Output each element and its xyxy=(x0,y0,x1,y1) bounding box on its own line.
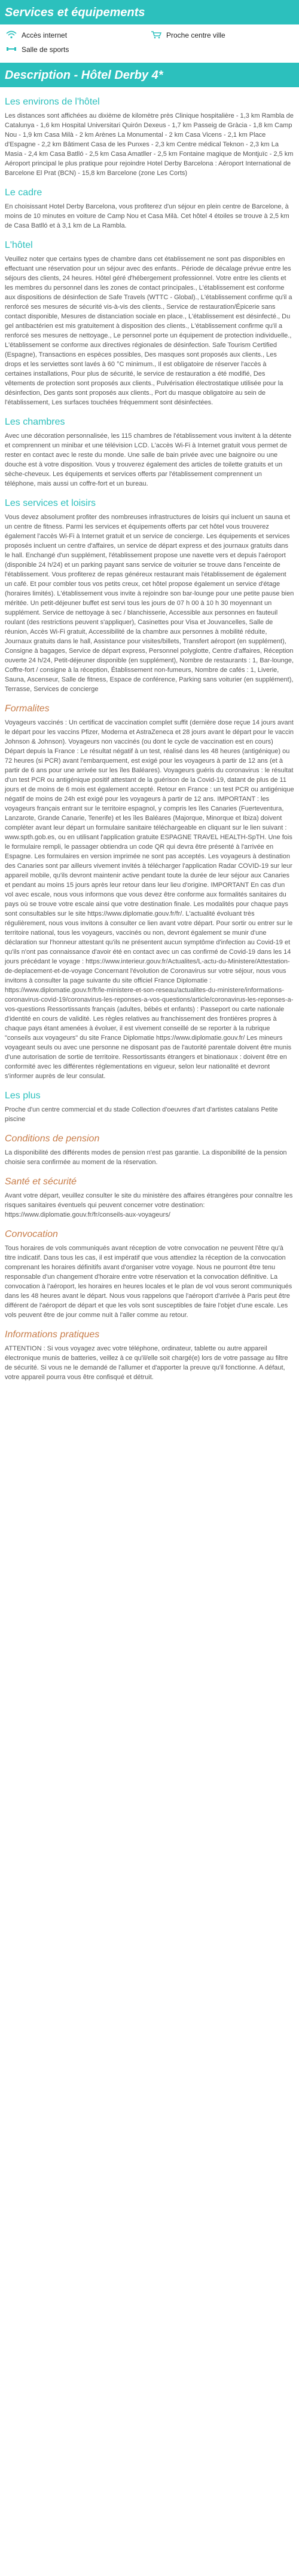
service-item-centre-ville xyxy=(150,30,294,40)
service-item-internet xyxy=(5,30,150,40)
section-title-infos: Informations pratiques xyxy=(5,1330,100,1340)
section-title-plus: Les plus xyxy=(5,1091,41,1101)
section-title-hotel: L'hôtel xyxy=(5,240,33,250)
section-title-formalites: Formalites xyxy=(5,704,50,714)
service-item-sport xyxy=(5,45,150,54)
section-text-chambres: Avec une décoration personnalisée, les 115 chambres de l'établissement vous invitent à la détente et comprennent un minibar et une télévision LCD. L'accès Wi-Fi à Internet gratuit vous permet de rester en contact avec le reste du monde. Une salle de bain privée avec une baignoire ou une douche est à votre disposition. Vous y trouverez également des articles de toilette gratuits et un sèche-cheveux. Les équipements et services offerts par l'établissement comprennent un téléphone, mais aussi un coffre-fort et un bureau. xyxy=(5,432,292,487)
description-body xyxy=(0,97,299,1382)
section-title-cadre: Le cadre xyxy=(5,188,42,198)
section-title-chambres: Les chambres xyxy=(5,417,65,427)
section-text-sante: Avant votre départ, veuillez consulter le site du ministère des affaires étrangères pour connaître les risques sanitaires éventuels qui peuvent concerner votre destination: https://www.diplomatie.gouv.fr/fr/conseils-aux-voyageurs/ xyxy=(5,1192,293,1218)
section-title-environs: Les environs de l'hôtel xyxy=(5,97,100,107)
section-text-formalites: Voyageurs vaccinés : Un certificat de vaccination complet suffit (dernière dose reçue 14 jours avant le départ pour les vaccins Pfizer, Moderna et AstraZeneca et 28 jours avant le départ pour le vaccin Johnson & Johnson). Voyageurs non vaccinés (ou dont le cycle de vaccination est en cours) Départ depuis la France : Le résultat négatif à un test, réalisé dans les 48 heures (antigénique) ou 72 heures (si PCR) avant l'embarquement, est exigé pour les voyageurs à partir de 12 ans (et à partir de 6 ans pour une arrivée sur les îles Baléares). Voyageurs guéris du coronavirus : le résultat d'un test PCR ou antigénique positif attestant de la guérison de la Covid-19, datant de plus de 11 jours et de moins de 6 mois est également accepté. Retour en France : un test PCR ou antigénique négatif de moins de 24h est exigé pour les voyageurs à partir de 12 ans. IMPORTANT : les voyageurs français entrant sur le territoire espagnol, y compris les îles Canaries (Fuerteventura, Lanzarote, Grande Canarie, Tenerife) et les îles Baléares (Majorque, Minorque et Ibiza) doivent compléter avant leur départ un formulaire sanitaire téléchargeable en cliquant sur le lien suivant : www.spth.gob.es, ou en utilisant l'application gratuite ESPAGNE TRAVEL HEALTH-SpTH. Une fois le formulaire rempli, le passager obtiendra un code QR qui devra être présenté à l'arrivée en Espagne. Les formulaires en version imprimée ne sont pas acceptés. Les voyageurs à destination des Canaries sont par ailleurs vivement invités à télécharger l'application Radar COVID-19 sur leur appareil mobile, qu'ils devront maintenir active pendant toute la durée de leur séjour aux Canaries et pendant au moins 15 jours après leur retour dans leur lieu d'origine. IMPORTANT En cas d'un vol avec escale, nous vous informons que vous devez être conforme aux formalités sanitaires du pays où se trouve votre escale ainsi que votre destination finale. Les modalités pour chaque pays sont consultables sur le site https://www.diplomatie.gouv.fr/fr/. L'actualité évoluant très régulièrement, nous vous invitons à consulter ce lien avant votre départ. Pour sortir ou entrer sur le territoire national, tous les voyageurs, vaccinés ou non, devront également se munir d'une déclaration sur l'honneur attestant qu'ils ne présentent aucun symptôme d'infection au Covid-19 et qu'ils n'ont pas connaissance d'avoir été en contact avec un cas confirmé de Covid-19 dans les 14 jours précédant le voyage : https://www.interieur.gouv.fr/Actualites/L-actu-du-Ministere/Attestation-de-deplacement-et-de-voyage Concernant l'évolution de Coronavirus sur votre séjour, nous vous invitons à consulter la page suivante du site officiel France Diplomatie : https://www.diplomatie.gouv.fr/fr/le-ministere-et-son-reseau/actualites-du-ministere/informations-coronavirus-covid-19/coronavirus-les-reponses-a-vos-questions/article/coronavirus-les-reponses-a-vos-questions Ressortissants français (adultes, bébés et enfants) : Passeport ou carte nationale d'identité en cours de validité. Les règles relatives au franchissement des frontières propres à chaque pays étant amenées à évoluer, il est vivement conseillé de se reporter à la rubrique "conseils aux voyageurs" du site France Diplomatie https://www.diplomatie.gouv.fr/ Les mineurs voyageant seuls ou avec une personne ne disposant pas de l'autorité parentale doivent être munis d'une autorisation de sortie de territoire. Ressortissants étrangers et binationaux : doivent être en conformité avec les différentes réglementations en vigueur, selon leur nationalité et devront s'informer auprès de leur consulat. xyxy=(5,719,294,1080)
service-label: Salle de sports xyxy=(22,45,69,54)
section-text-plus: Proche d'un centre commercial et du stade Collection d'oeuvres d'art d'artistes catalans Petite piscine xyxy=(5,1106,278,1123)
dumbbell-icon xyxy=(5,45,18,54)
section-text-convocation: Tous horaires de vols communiqués avant réception de votre convocation ne peuvent l'être qu'à titre indicatif. Dans tous les cas, il est impératif que vous attendiez la réception de la convocation comprenant les horaires définitifs avant d'organiser votre voyage. Nous ne pourront être tenu responsable d'un changement d'horaire entre votre réservation et la convocation définitive. La convocation à l'aéroport, les horaires en heures locales et le plan de vol vous seront communiqués dans les 48 heures avant le départ. Nous vous rappelons que l'aéroport d'arrivée à Paris peut être différent de l'aéroport de départ et que les vols sont susceptibles de faire l'objet d'une escale. Les vols peuvent être de jour comme nuit à l'aller comme au retour. xyxy=(5,1245,292,1319)
section-text-cadre: En choisissant Hotel Derby Barcelona, vous profiterez d'un séjour en plein centre de Barcelone, à moins de 10 minutes en voiture de Camp Nou et Casa Milà. Cet hôtel 4 étoiles se trouve à 2,5 km de Casa Batlló et à 3,1 km de La Rambla. xyxy=(5,203,289,229)
section-title-sante: Santé et sécurité xyxy=(5,1177,77,1187)
service-label: Proche centre ville xyxy=(166,31,225,39)
section-text-environs: Les distances sont affichées au dixième de kilomètre près Clinique hospitalière - 1,3 km Rambla de Catalunya - 1,6 km Hospital Universitari Quirón Dexeus - 1,7 km Passeig de Gràcia - 1,8 km Camp Nou - 1,9 km Casa Milà - 2 km Arènes La Monumental - 2 km Casa Vicens - 2,1 km Place d'Espagne - 2,2 km Bâtiment Casa de les Punxes - 2,3 km Centre médical Teknon - 2,3 km La Masia - 2,4 km Casa Batlló - 2,5 km Casa Amatller - 2,5 km Fontaine magique de Montjuïc - 2,5 km Aéroport principal le plus pratique pour rejoindre Hotel Derby Barcelona : Aéroport International de Barcelone El Prat (BCN) - 15,8 km Barcelone (zone Les Corts) xyxy=(5,112,294,177)
section-text-hotel: Veuillez noter que certains types de chambre dans cet établissement ne sont pas disponibles en effectuant une réservation pour un séjour avec des enfants.. Période de décalage prévue entre les séjours des clients, 24 heures. Hôtel géré d'hébergement professionnel. Votre entre les clients et les membres du personnel dans les zones de contact principales., L'établissement est conforme aux dispositions de désinfection de Safe Travels (WTTC - Global)., L'établissement confirme qu'il a renforcé ses mesures de sécurité vis-à-vis des clients., Service de restauration/Épicerie sans contact disponible, Mesures de distanciation sociale en place., L'établissement est désinfecté., Du gel antibactérien est mis gratuitement à disposition des clients., L'établissement confirme qu'il a renforcé ses mesures de nettoyage., Le personnel porte un équipement de protection individuelle., L'établissement se conforme aux directives régionales de désinfection. Safe Tourism Certified (Espagne), Transactions en espèces possibles, Des masques sont proposés aux clients., Les drops et les serviettes sont lavés à 60 °C minimum., Il est obligatoire de réserver l'accès à certaines installations, Pour plus de sécurité, le service de restauration a été modifié, Des vêtements de protection sont proposés aux clients., Pulvérisation électrostatique utilisée pour la désinfection, Des gants sont proposés aux clients., Port du masque obligatoire au sein de l'établissement, Les surfaces touchées fréquemment sont désinfectées. xyxy=(5,256,292,406)
section-title-pension: Conditions de pension xyxy=(5,1134,100,1144)
wifi-icon xyxy=(5,30,18,40)
section-text-infos: ATTENTION : Si vous voyagez avec votre téléphone, ordinateur, tablette ou autre appareil électronique munis de batteries, veillez à ce qu'il/elle soit chargé(e) lors de votre passage au filtre de sécurité. Si vous ne le demandé de l'allumer et d'apporter la preuve qu'il fonctionne. A défaut, votre appareil pourra vous être confisqué et détruit. xyxy=(5,1345,288,1381)
services-list xyxy=(0,24,299,63)
service-label: Accès internet xyxy=(22,31,68,39)
services-title: Services et équipements xyxy=(0,0,299,24)
section-text-pension: La disponibilité des différents modes de pension n'est pas garantie. La disponibilité de la pension choisie sera confirmée au moment de la réservation. xyxy=(5,1149,287,1166)
description-title: Description - Hôtel Derby 4* xyxy=(0,63,299,87)
section-title-services: Les services et loisirs xyxy=(5,498,96,508)
section-text-services: Vous devez absolument profiter des nombreuses infrastructures de loisirs qui incluent un sauna et un centre de fitness. Parmi les services et équipements offerts par cet hôtel vous trouverez également l'accès Wi-Fi à Internet gratuit et un service de concierge. Les équipements et services proposés incluent un centre d'affaires, un service de départ express et des journaux gratuits dans le hall. Enchangé d'un supplément, l'établissement propose une navette vers et depuis l'aéroport (disponible 24 h/24) et un parking payant sans service de voiturier se trouve dans l'enceinte de l'établissement. Vous profiterez de repas généreux restaurant mais l'établissement de également un café. Et pour combler tous vos petits creux, cet hôtel propose également un service d'étage (horaires limités). L'établissement vous invite à rejoindre son bar-lounge pour une petite pause bien méritée. Un petit-déjeuner buffet est servi tous les jours de 07 h 00 à 10 h 30 moyennant un supplément. Service de nettoyage à sec / blanchisserie, Accessible aux personnes en fauteuil roulant (des restrictions peuvent s'appliquer), Casinettes pour Visa et Jouvancelles, Salle de réunion, Accès Wi-Fi gratuit, Accessibilité de la chambre aux personnes à mobilité réduite, Journaux gratuits dans le hall, Assistance pour visites/billets, Transfert aéroport (en supplément), Consigne à bagages, Service de départ express, Personnel polyglotte, Centre d'affaires, Réception ouverte 24 h/24, Petit-déjeuner disponible (en supplément), Nombre de restaurants : 1, Bar-lounge, Coffre-fort / consigne à la réception, Établissement non-fumeurs, Nombre de cafés : 1, Liverie, Sauna, Ascenseur, Salle de fitness, Espace de conférence, Parking sans voiturier (en supplément), Terrasse, Services de concierge xyxy=(5,514,294,693)
section-title-convocation: Convocation xyxy=(5,1229,58,1239)
shopping-cart-icon xyxy=(150,30,163,40)
